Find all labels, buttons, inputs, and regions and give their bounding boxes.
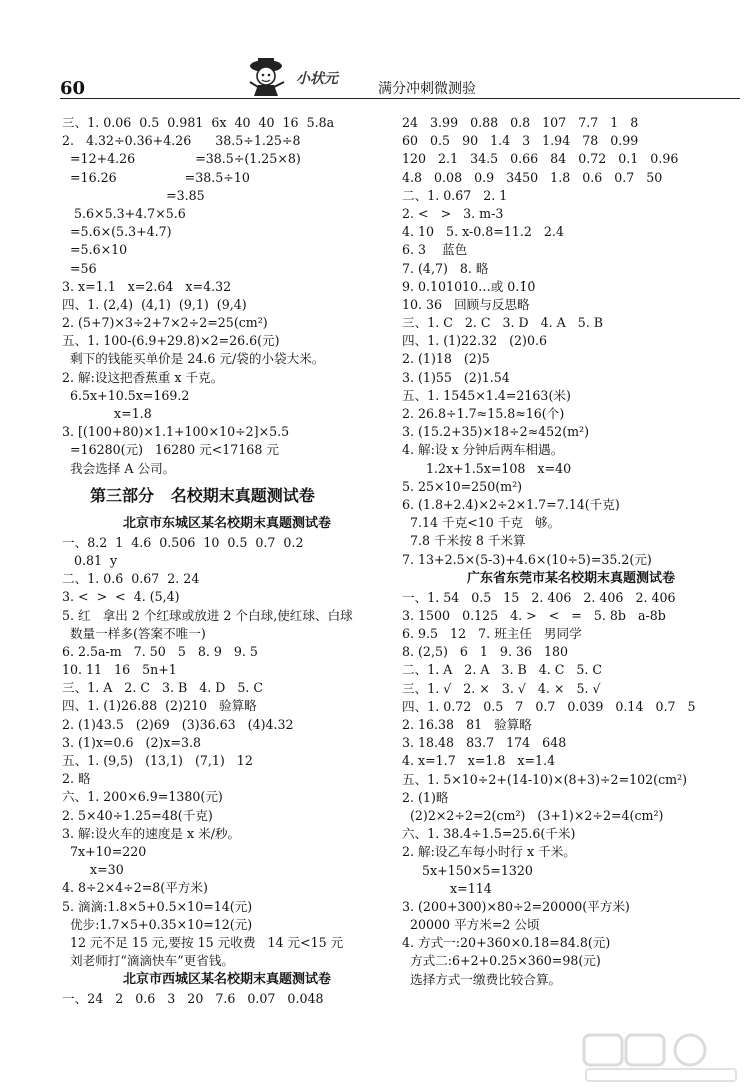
- answer-line: 二、1. 0.6̇7̇ 2. 1: [402, 187, 508, 203]
- exam-heading: 广东省东莞市某名校期末真题测试卷: [466, 570, 675, 586]
- answer-line: =16280(元) 16280 元<17168 元: [62, 442, 279, 458]
- answer-line: =3.85: [62, 187, 205, 203]
- watermark-logo-icon: [582, 1033, 742, 1085]
- answer-line: 2. (1)略: [402, 789, 449, 805]
- answer-line: 2. 略: [62, 771, 91, 787]
- answer-line: 3. 解:设火车的速度是 x 米/秒。: [62, 825, 241, 841]
- section-heading: 第三部分 名校期末真题测试卷: [90, 485, 315, 505]
- answer-line: 五、1. (9,5) (13,1) (7,1) 12: [62, 753, 253, 768]
- answer-line: 10. 11 16 5n+1: [62, 662, 177, 678]
- answer-line: 一、8.2 1 4.6 0.506 10 0.5 0.7 0.2: [62, 534, 304, 550]
- answer-line: 6. (1.8+2.4)×2÷2×1.7=7.14(千克): [402, 496, 620, 512]
- answer-line: 三、1. √ 2. × 3. √ 4. × 5. √: [402, 680, 601, 696]
- answer-line: 刘老师打“滴滴快车”更省钱。: [62, 953, 235, 969]
- header-title: 满分冲刺微测验: [378, 81, 476, 97]
- answer-line: 5.6×5.3+4.7×5.6: [62, 205, 186, 221]
- answer-line: 7.8 千米按 8 千米算: [402, 533, 526, 549]
- answer-line: 120 2.1 34.5 0.66 84 0.72 0.1 0.96: [402, 151, 679, 167]
- answer-line: 3. x=1.1 x=2.64 x=4.32: [62, 278, 232, 294]
- answer-line: 2. (5+7)×3÷2+7×2÷2=25(cm²): [62, 315, 268, 331]
- answer-line: 三、1. A 2. C 3. B 4. D 5. C: [62, 680, 264, 696]
- answer-line: 1.2x+1.5x=108 x=40: [402, 460, 572, 476]
- answer-line: 60 0.5 90 1.4 3 1.94 78 0.99: [402, 133, 639, 149]
- answer-line: 一、24 2 0.6 3 20 7.6 0.07 0.048: [62, 991, 324, 1007]
- answer-line: 2. 26.8÷1.7≈15.8≈16(个): [402, 406, 565, 421]
- answer-line: 0.81 y: [62, 552, 118, 568]
- logo-text: 小状元: [296, 71, 338, 87]
- answer-line: 6. 2.5a-m 7. 50 5 8. 9 9. 5: [62, 643, 258, 659]
- page-number: 60: [60, 78, 86, 99]
- answer-line: 4.8 0.08 0.9 3450 1.8 0.6 0.7 50: [402, 169, 663, 185]
- page-header: [60, 52, 740, 98]
- answer-line: 四、1. (1)22.32 (2)0.6: [402, 333, 547, 349]
- answer-line: 6.5x+10.5x=169.2: [62, 387, 190, 403]
- exam-heading: 北京市西城区某名校期末真题测试卷: [122, 972, 331, 988]
- answer-line: 五、1. 1545×1.4=2163(米): [402, 387, 571, 403]
- answer-line: 7. 13+2.5×(5-3)+4.6×(10÷5)=35.2(元): [402, 551, 652, 567]
- answer-line: 3. (1)x=0.6 (2)x=3.8: [62, 734, 202, 750]
- answer-line: 4. 10 5. x-0.8=11.2 2.4: [402, 224, 564, 240]
- answer-line: 2. 解:设乙车每小时行 x 千米。: [402, 844, 576, 860]
- answer-line: 3. (15.2+35)×18÷2≈452(m²): [402, 424, 590, 440]
- answer-line: =5.6×10: [62, 242, 128, 258]
- answer-line: 6. 3 蓝色: [402, 242, 468, 258]
- answer-line: 3. (200+300)×80÷2=20000(平方米): [402, 898, 630, 914]
- exam-heading: 北京市东城区某名校期末真题测试卷: [122, 515, 331, 531]
- answer-line: 六、1. 200×6.9=1380(元): [62, 789, 223, 805]
- answer-line: 5. 滴滴:1.8×5+0.5×10=14(元): [62, 898, 253, 914]
- answer-line: x=30: [62, 862, 124, 878]
- answer-line: =56: [62, 260, 97, 276]
- answer-line: 5x+150×5=1320: [402, 862, 533, 878]
- answer-line: x=1.8: [62, 406, 152, 421]
- answer-line: 12 元不足 15 元,要按 15 元收费 14 元<15 元: [62, 934, 344, 950]
- answer-line: =5.6×(5.3+4.7): [62, 224, 172, 240]
- answer-line: 7.14 千克<10 千克 够。: [402, 515, 561, 531]
- answer-line: 二、1. 0.6̇ 0.67 2. 24: [62, 571, 200, 587]
- answer-line: 2. 16.38 81 验算略: [402, 717, 532, 732]
- answer-line: 4. 方式一:20+360×0.18=84.8(元): [402, 935, 611, 951]
- answer-line: 2. 5×40÷1.25=48(千克): [62, 807, 213, 823]
- answer-line: 四、1. (2,4) (4,1) (9,1) (9,4): [62, 296, 247, 312]
- answer-line: 5. 25×10=250(m²): [402, 478, 523, 494]
- answer-line: 3. < > < 4. (5,4): [62, 589, 180, 605]
- answer-line: 2. 解:设这把香蕉重 x 千克。: [62, 369, 224, 385]
- answer-line: 方式二:6+2+0.25×360=98(元): [402, 953, 601, 969]
- answer-line: 三、1. 0.06 0.5 0.981 6x 40 40 16 5.8a: [62, 115, 335, 130]
- answer-line: 20000 平方米=2 公顷: [402, 917, 540, 933]
- answer-line: 5. 红 拿出 2 个红球或放进 2 个白球,使红球、白球: [62, 607, 353, 623]
- answer-line: 10. 36 回顾与反思略: [402, 296, 530, 312]
- answer-line: 六、1. 38.4÷1.5=25.6(千米): [402, 826, 576, 842]
- answer-line: (2)2×2÷2=2(cm²) (3+1)×2÷2=4(cm²): [402, 807, 664, 823]
- answer-line: 8. (2,5) 6 1 9. 36 180: [402, 644, 569, 660]
- answer-line: 3. [(100+80)×1.1+100×10÷2]×5.5: [62, 424, 290, 440]
- answer-line: =12+4.26 =38.5÷(1.25×8): [62, 151, 301, 167]
- answer-line: 2. 4.32÷0.36+4.26 38.5÷1.25÷8: [62, 133, 301, 149]
- answer-line: =16.26 =38.5÷10: [62, 169, 250, 185]
- answer-line: 数量一样多(答案不唯一): [62, 625, 206, 641]
- answer-line: 五、1. 5×10÷2+(14-10)×(8+3)÷2=102(cm²): [402, 771, 688, 787]
- answer-line: 我会选择 A 公司。: [62, 460, 176, 476]
- answer-line: 4. x=1.7 x=1.8 x=1.4: [402, 753, 556, 769]
- answer-line: 三、1. C 2. C 3. D 4. A 5. B: [402, 315, 604, 331]
- answer-line: 四、1. (1)26.88 (2)210 验算略: [62, 698, 257, 714]
- answer-line: 一、1. 54 0.5 15 2. 406 2. 406̇ 2. 406: [402, 589, 676, 605]
- mascot-logo-icon: [236, 52, 300, 98]
- left-answer-column: [62, 114, 392, 1008]
- answer-line: 4. 8÷2×4÷2=8(平方米): [62, 880, 208, 896]
- answer-line: 4. 解:设 x 分钟后两车相遇。: [402, 442, 564, 458]
- answer-line: x=114: [402, 880, 492, 896]
- answer-line: 剩下的钱能买单价是 24.6 元/袋的小袋大米。: [62, 351, 325, 367]
- answer-line: 四、1. 0.72 0.5 7 0.7 0.039 0.14 0.7 5: [402, 698, 696, 714]
- answer-line: 3. (1)55 (2)1.54: [402, 369, 510, 385]
- answer-line: 2. < > 3. m-3: [402, 205, 504, 221]
- answer-line: 二、1. A 2. A 3. B 4. C 5. C: [402, 662, 603, 678]
- answer-line: 选择方式一缴费比较合算。: [402, 971, 562, 987]
- answer-line: 7x+10=220: [62, 843, 147, 859]
- answer-line: 7. (4,7) 8. 略: [402, 260, 489, 276]
- header-divider: [60, 98, 740, 99]
- answer-line: 3. 18.48 83.7 174 648: [402, 735, 567, 751]
- answer-line: 24 3.99 0.88 0.8 107 7.7 1 8: [402, 115, 639, 130]
- answer-line: 五、1. 100-(6.9+29.8)×2=26.6(元): [62, 333, 280, 349]
- answer-line: 9. 0.101010…或 0.1̇0̇: [402, 278, 536, 294]
- answer-line: 优步:1.7×5+0.35×10=12(元): [62, 916, 253, 932]
- answer-line: 2. (1)43.5 (2)69 (3)36.63 (4)4.32: [62, 716, 294, 732]
- answer-line: 3. 1500 0.125 4. > < = 5. 8b a-8b: [402, 607, 666, 623]
- right-answer-column: [402, 114, 740, 989]
- answer-line: 6. 9.5 12 7. 班主任 男同学: [402, 626, 582, 642]
- answer-line: 2. (1)18 (2)5: [402, 351, 490, 367]
